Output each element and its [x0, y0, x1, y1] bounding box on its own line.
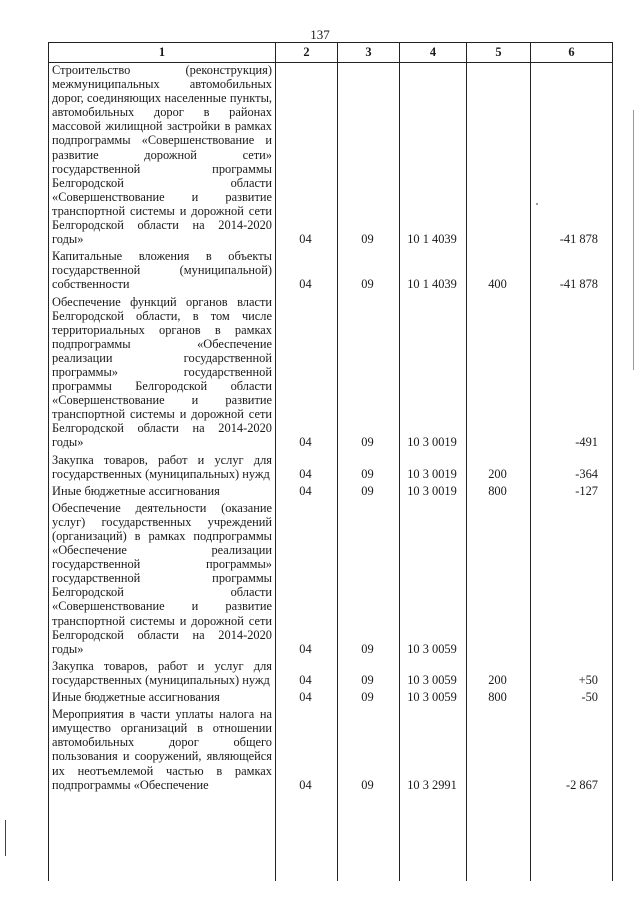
table-row	[49, 659, 613, 690]
row-expense-type	[467, 63, 531, 250]
row-name: Обеспечение функций органов власти Белгородской области, в том числе территориальных органов в рамках подпрограммы «Обеспечение реализации государственной программы» государственной программы Белгородской области «Совершенствование и развитие транспортной системы и дорожной сети Белгородской области на 2014-2020 годы»	[49, 295, 276, 453]
header-row	[49, 43, 613, 63]
table-filler-row	[49, 795, 613, 881]
row-subsection: 09	[338, 707, 400, 795]
column-header-5: 5	[467, 43, 531, 63]
budget-table	[48, 42, 613, 881]
row-amount: -50	[531, 690, 613, 707]
row-subsection: 09	[338, 453, 400, 484]
row-subsection: 09	[338, 690, 400, 707]
row-name: Иные бюджетные ассигнования	[49, 484, 276, 501]
row-target-code: 10 3 0019	[400, 295, 467, 453]
column-header-4: 4	[400, 43, 467, 63]
table-row	[49, 690, 613, 707]
row-amount: -41 878	[531, 249, 613, 294]
page-number: 137	[310, 27, 330, 42]
row-expense-type	[467, 707, 531, 795]
row-amount: -41 878	[531, 63, 613, 250]
table-row	[49, 63, 613, 250]
row-section: 04	[276, 484, 338, 501]
row-expense-type	[467, 501, 531, 659]
row-target-code: 10 3 0059	[400, 690, 467, 707]
row-section: 04	[276, 249, 338, 294]
row-section: 04	[276, 295, 338, 453]
table-row	[49, 501, 613, 659]
row-subsection: 09	[338, 63, 400, 250]
filler-cell	[276, 795, 338, 881]
row-section: 04	[276, 453, 338, 484]
row-subsection: 09	[338, 659, 400, 690]
row-name: Закупка товаров, работ и услуг для государственных (муниципальных) нужд	[49, 659, 276, 690]
row-expense-type: 400	[467, 249, 531, 294]
row-expense-type	[467, 295, 531, 453]
row-section: 04	[276, 690, 338, 707]
column-header-1: 1	[49, 43, 276, 63]
column-header-3: 3	[338, 43, 400, 63]
row-name: Иные бюджетные ассигнования	[49, 690, 276, 707]
row-target-code: 10 3 0059	[400, 501, 467, 659]
row-target-code: 10 1 4039	[400, 249, 467, 294]
row-target-code: 10 3 0059	[400, 659, 467, 690]
column-header-2: 2	[276, 43, 338, 63]
filler-cell	[338, 795, 400, 881]
row-expense-type: 800	[467, 484, 531, 501]
row-section: 04	[276, 707, 338, 795]
row-subsection: 09	[338, 501, 400, 659]
table-row	[49, 453, 613, 484]
row-target-code: 10 3 0019	[400, 484, 467, 501]
row-section: 04	[276, 659, 338, 690]
row-amount: -127	[531, 484, 613, 501]
row-target-code: 10 3 2991	[400, 707, 467, 795]
row-amount: -2 867	[531, 707, 613, 795]
row-amount: -364	[531, 453, 613, 484]
scan-speck	[536, 203, 538, 205]
right-scan-mark	[633, 110, 634, 370]
row-subsection: 09	[338, 484, 400, 501]
row-section: 04	[276, 63, 338, 250]
row-section: 04	[276, 501, 338, 659]
row-name: Закупка товаров, работ и услуг для государственных (муниципальных) нужд	[49, 453, 276, 484]
row-subsection: 09	[338, 249, 400, 294]
row-name: Мероприятия в части уплаты налога на имущество организаций в отношении автомобильных дорог общего пользования и сооружений, являющейся их неотъемлемой частью в рамках подпрограммы «Обеспечение	[49, 707, 276, 795]
row-amount: -491	[531, 295, 613, 453]
filler-cell	[49, 795, 276, 881]
row-amount: +50	[531, 659, 613, 690]
column-header-6: 6	[531, 43, 613, 63]
table-row	[49, 484, 613, 501]
filler-cell	[531, 795, 613, 881]
table-row	[49, 295, 613, 453]
left-scan-mark	[5, 820, 6, 856]
row-name: Строительство (реконструкция) межмуниципальных автомобильных дорог, соединяющих населенные пункты, автомобильных дорог в районах массовой жилищной застройки в рамках подпрограммы «Совершенствование и развитие дорожной сети» государственной программы Белгородской области «Совершенствование и развитие транспортной системы и дорожной сети Белгородской области на 2014-2020 годы»	[49, 63, 276, 250]
row-target-code: 10 3 0019	[400, 453, 467, 484]
row-expense-type: 800	[467, 690, 531, 707]
row-amount	[531, 501, 613, 659]
row-subsection: 09	[338, 295, 400, 453]
row-name: Капитальные вложения в объекты государственной (муниципальной) собственности	[49, 249, 276, 294]
filler-cell	[400, 795, 467, 881]
table-row	[49, 707, 613, 795]
row-name: Обеспечение деятельности (оказание услуг) государственных учреждений (организаций) в рамках подпрограммы «Обеспечение реализации государственной программы» государственной программы Белгородской области «Совершенствование и развитие транспортной системы и дорожной сети Белгородской области на 2014-2020 годы»	[49, 501, 276, 659]
filler-cell	[467, 795, 531, 881]
row-expense-type: 200	[467, 659, 531, 690]
row-target-code: 10 1 4039	[400, 63, 467, 250]
row-expense-type: 200	[467, 453, 531, 484]
table-row	[49, 249, 613, 294]
